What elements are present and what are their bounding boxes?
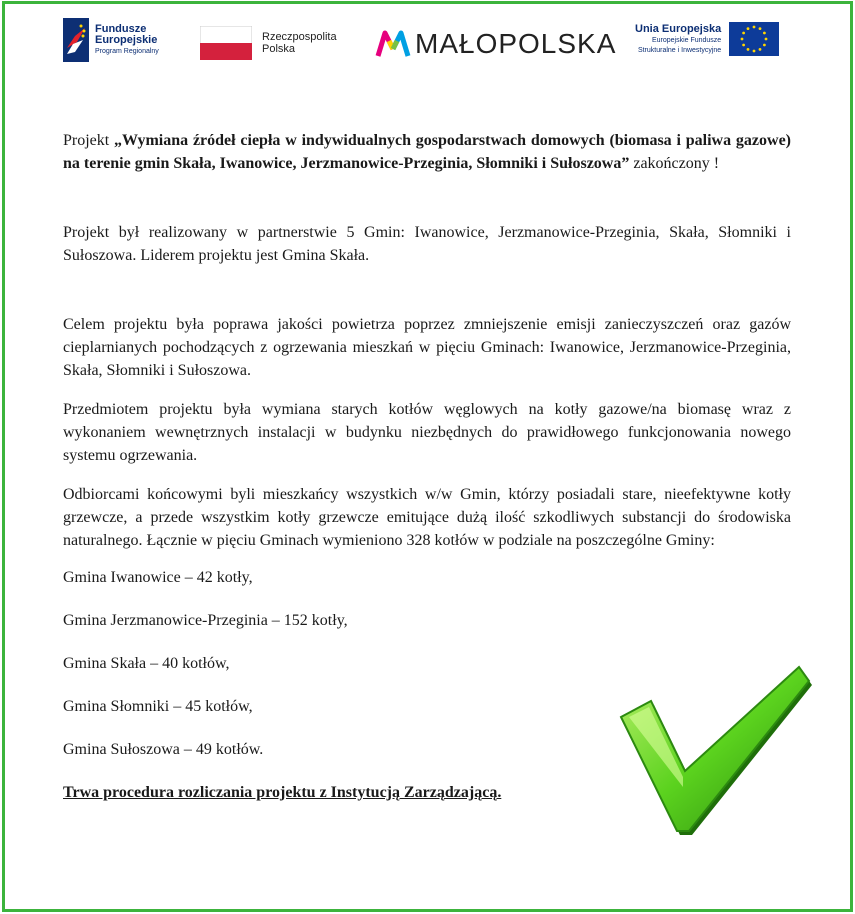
eu-flag-icon: [729, 22, 779, 56]
logo-bar: [5, 4, 850, 84]
paragraph-partnership: Projekt był realizowany w partnerstwie 5 Gmin: Iwanowice, Jerzmanowice-Przeginia, Skała, Słomniki i Sułoszowa. Liderem projektu jest Gmina Skała.: [63, 224, 791, 264]
title-suffix: zakończony !: [629, 155, 720, 172]
ue-line3: Strukturalne i Inwestycyjne: [637, 46, 722, 54]
rzeczpospolita-line2: Polska: [262, 43, 296, 55]
checkmark-icon: [613, 659, 813, 839]
paragraph-recipients: Odbiorcami końcowymi byli mieszkańcy wszystkich w/w Gmin, którzy posiadali stare, nieefektywne kotły grzewcze, a przede wszystkim kotły grzewcze emitujące dużą ilość szkodliwych substancji do środowiska naturalnego. Łącznie w pięciu Gminach wymieniono 328 kotłów w podziale na poszczególne Gminy:: [63, 486, 791, 549]
rzeczpospolita-logo: [200, 26, 337, 60]
title-prefix: Projekt: [63, 132, 115, 149]
fundusze-line2: Europejskie: [95, 33, 158, 46]
polish-flag-icon: [200, 26, 252, 60]
final-note: Trwa procedura rozliczania projektu z Instytucją Zarządzającą.: [63, 784, 502, 801]
unia-europejska-logo: [635, 22, 779, 56]
fundusze-logo-icon: [63, 18, 89, 62]
project-title: [63, 129, 791, 175]
municipality-item: Gmina Sułoszowa – 49 kotłów.: [63, 741, 264, 758]
malopolska-text: MAŁOPOLSKA: [415, 28, 617, 59]
paragraph-subject: Przedmiotem projektu była wymiana starych kotłów węglowych na kotły gazowe/na biomasę wraz z wykonaniem wewnętrznych instalacji w budynku niezbędnych do prawidłowego funkcjonowania nowego systemu ogrzewania.: [63, 401, 791, 464]
fundusze-line1: Fundusze: [95, 22, 147, 35]
municipality-item: Gmina Jerzmanowice-Przeginia – 152 kotły,: [63, 612, 348, 629]
municipality-item: Gmina Iwanowice – 42 kotły,: [63, 569, 253, 586]
ue-line1: Unia Europejska: [635, 22, 722, 35]
malopolska-logo-icon: [375, 29, 411, 59]
fundusze-europejskie-logo: [63, 18, 159, 62]
rzeczpospolita-line1: Rzeczpospolita: [262, 31, 337, 43]
municipality-item: Gmina Słomniki – 45 kotłów,: [63, 698, 253, 715]
fundusze-line3: Program Regionalny: [95, 47, 159, 55]
document-frame: [2, 1, 853, 912]
title-bold: „Wymiana źródeł ciepła w indywidualnych gospodarstwach domowych (biomasa i paliwa gazowe) na terenie gmin Skała, Iwanowice, Jerzmanowice-Przeginia, Słomniki i Sułoszowa”: [63, 132, 792, 172]
municipality-item: Gmina Skała – 40 kotłów,: [63, 655, 230, 672]
ue-line2: Europejskie Fundusze: [651, 36, 722, 44]
paragraph-goal: Celem projektu była poprawa jakości powietrza poprzez zmniejszenie emisji zanieczyszczeń oraz gazów cieplarnianych pochodzących z ogrzewania mieszkań w pięciu Gminach: Iwanowice, Jerzmanowice-Przeginia, Skała, Słomniki i Sułoszowa.: [63, 316, 791, 379]
malopolska-logo: [375, 28, 616, 60]
